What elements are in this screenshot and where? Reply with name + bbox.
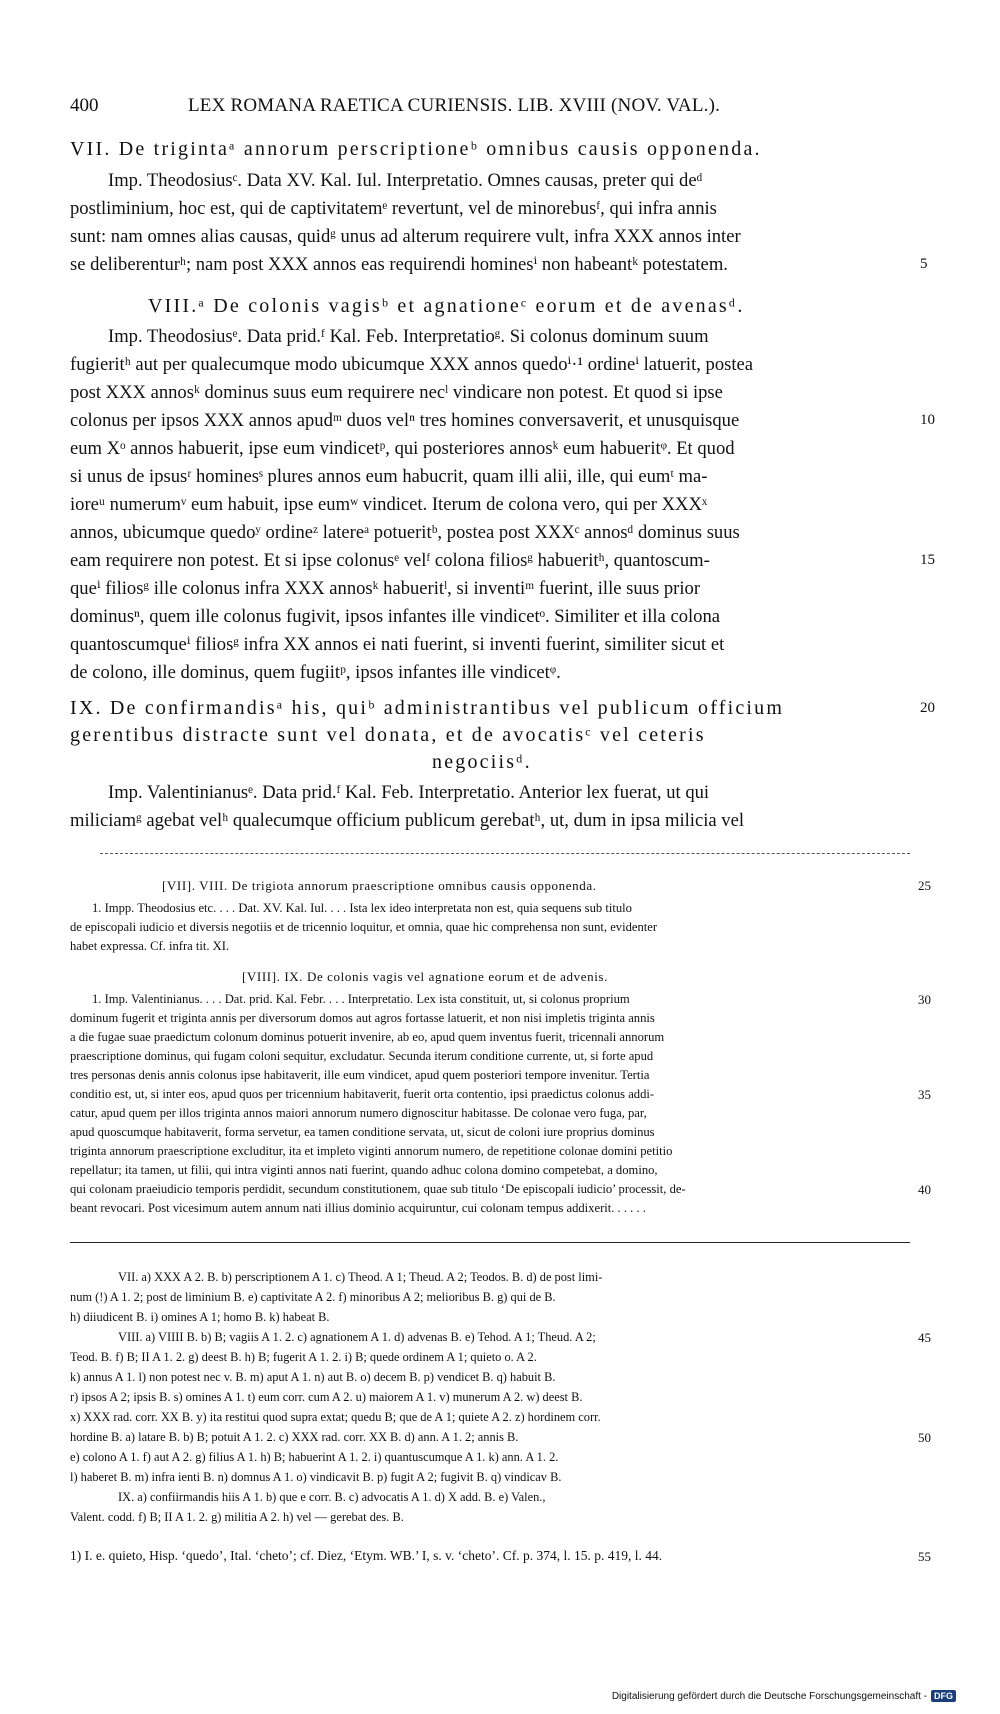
body-line: dominusⁿ, quem ille colonus fugivit, ipsos infantes ille vindicetᵒ. Similiter et illa colona (70, 606, 721, 627)
body-line: queⁱ filiosᵍ ille colonus infra XXX annosᵏ habueritˡ, si inventiᵐ fuerint, ille suus prior (70, 578, 701, 599)
body-line: postliminium, hoc est, qui de captivitatemᵉ revertunt, vel de minorebusᶠ, qui infra annis (70, 198, 717, 219)
body-line: eum Xᵒ annos habuerit, ipse eum vindicetᵖ, qui posteriores annosᵏ eum habueritᵠ. Et quod (70, 438, 735, 459)
body-line: eam requirere non potest. Et si ipse colonusᵉ velᶠ colona filiosᵍ habueritʰ, quantoscum- (70, 550, 710, 571)
line-number: 30 (918, 992, 931, 1007)
line-number: 35 (918, 1087, 931, 1102)
apparatus-line: VII. a) XXX A 2. B. b) perscriptionem A 1. c) Theod. A 1; Theud. A 2; Teodos. B. d) de post limi- (118, 1270, 603, 1284)
line-number: 45 (918, 1330, 931, 1345)
apparatus-line: Valent. codd. f) B; II A 1. 2. g) militia A 2. h) vel — gerebat des. B. (70, 1510, 404, 1524)
commentary-line: dominum fugerit et triginta annis per diversorum domos aut agros fortasse latuerit, et non nisi impletis triginta annis (70, 1011, 655, 1025)
footnote: 1) I. e. quieto, Hisp. ‘quedo’, Ital. ‘cheto’; cf. Diez, ‘Etym. WB.’ I, s. v. ‘cheto’. Cf. p. 374, l. 15. p. 419, l. 44. (70, 1548, 663, 1563)
page-number: 400 (70, 95, 99, 116)
line-number: 55 (918, 1549, 931, 1564)
commentary-line: tres personas denis annis colonus ipse habitaverit, ille eum vindicet, apud quem posteriori tempore invenitur. Tertia (70, 1068, 650, 1082)
section-ix-title: IX. De confirmandisᵃ his, quiᵇ administrantibus vel publicum officium (70, 697, 785, 719)
apparatus-line: Teod. B. f) B; II A 1. 2. g) deest B. h) B; fugerit A 1. 2. i) B; quede ordinem A 1; quieto o. A 2. (70, 1350, 537, 1364)
apparatus-line: l) haberet B. m) infra ienti B. n) domnus A 1. o) vindicavit B. p) fugit A 2; fugivit B. q) vindicav B. (70, 1470, 562, 1484)
commentary-line: repellatur; ita tamen, ut filii, qui intra viginti annos nati fuerint, quando adhuc colona domino competebat, a domino, (70, 1163, 658, 1177)
apparatus-line: h) diiudicent B. i) omines A 1; homo B. k) habeat B. (70, 1310, 330, 1324)
line-number: 10 (920, 412, 935, 428)
commentary-line: de episcopali iudicio et diversis negotiis et de tricennio loquitur, et omnia, quae hic comprehensa non sunt, evidenter (70, 920, 658, 934)
line-number: 25 (918, 878, 931, 893)
body-line: quantoscumqueⁱ filiosᵍ infra XX annos ei nati fuerint, si inventi fuerint, similiter sicut et (70, 634, 725, 655)
commentary-line: beant revocari. Post vicesimum autem annum nati illius dominio acquiruntur, cui colonam tempus addixerit. . . . . . (70, 1201, 646, 1215)
body-line: annos, ubicumque quedoʸ ordineᶻ latereᵃ potueritᵇ, postea post XXXᶜ annosᵈ dominus suus (70, 522, 740, 543)
body-line: ioreᵘ numerumᵛ eum habuit, ipse eumʷ vindicet. Iterum de colona vero, qui per XXXˣ (70, 494, 708, 515)
commentary-line: conditio est, ut, si inter eos, apud quos per tricennium habitaverit, fuerit orta contentio, ipsi praedictus colonus addi- (70, 1087, 655, 1101)
separator (70, 1242, 910, 1243)
body-line: Imp. Theodosiusᶜ. Data XV. Kal. Iul. Interpretatio. Omnes causas, preter qui deᵈ (108, 170, 703, 191)
body-line: miliciamᵍ agebat velʰ qualecumque officium publicum gerebatʰ, ut, dum in ipsa milicia vel (70, 810, 744, 831)
section-ix-title: gerentibus distracte sunt vel donata, et de avocatisᶜ vel ceteris (70, 724, 706, 746)
apparatus-line: VIII. a) VIIII B. b) B; vagiis A 1. 2. c) agnationem A 1. d) advenas B. e) Tehod. A 1; Theud. A 2; (118, 1330, 596, 1344)
commentary-line: a die fugae suae praedictum colonum dominus potuerit invenire, ab eo, apud quem inventus fuerit, tricennali annorum (70, 1030, 665, 1044)
apparatus-line: k) annus A 1. l) non potest nec v. B. m) aput A 1. n) aut B. o) decem B. p) vendicet B. q) habuit B. (70, 1370, 556, 1384)
body-line: fugieritʰ aut per qualecumque modo ubicumque XXX annos quedoⁱ·¹ ordineⁱ latuerit, postea (70, 354, 754, 375)
body-line: sunt: nam omnes alias causas, quidᵍ unus ad alterum requirere vult, infra XXX annos inter (70, 226, 741, 247)
credit-text: Digitalisierung gefördert durch die Deutsche Forschungsgemeinschaft - (611, 1690, 927, 1702)
line-number: 50 (918, 1430, 931, 1445)
apparatus-line: x) XXX rad. corr. XX B. y) ita restitui quod supra extat; quedu B; que de A 1; quiete A 2. z) hordinem corr. (70, 1410, 601, 1424)
body-line: se deliberenturʰ; nam post XXX annos eas requirendi hominesⁱ non habeantᵏ potestatem. (70, 254, 728, 275)
commentary-line: apud quoscumque habitaverit, forma servetur, ea tamen conditione servata, ut, sicut de coloni iure proprius dominus (70, 1125, 655, 1139)
apparatus-line: e) colono A 1. f) aut A 2. g) filius A 1. h) B; habuerint A 1. 2. i) quantuscumque A 1. k) ann. A 1. 2. (70, 1450, 559, 1464)
commentary-line: catur, apud quem per illos triginta annos maiori annorum numero dignoscitur habitasse. De colonae vero fuga, par, (70, 1106, 647, 1120)
commentary-line: 1. Impp. Theodosius etc. . . . Dat. XV. Kal. Iul. . . . Ista lex ideo interpretata non est, quia sequens sub titulo (92, 901, 632, 915)
body-line: Imp. Valentinianusᵉ. Data prid.ᶠ Kal. Feb. Interpretatio. Anterior lex fuerat, ut qui (108, 782, 710, 803)
commentary-heading: [VIII]. IX. De colonis vagis vel agnatione eorum et de advenis. (242, 969, 608, 984)
apparatus-line: r) ipsos A 2; ipsis B. s) omines A 1. t) eum corr. cum A 2. u) maiorem A 1. v) munerum A 2. w) deest B. (70, 1390, 583, 1404)
body-line: colonus per ipsos XXX annos apudᵐ duos velⁿ tres homines conversaverit, et unusquisque (70, 410, 740, 431)
body-line: post XXX annosᵏ dominus suus eum requirere necˡ vindicare non potest. Et quod si ipse (70, 382, 723, 403)
apparatus-line: num (!) A 1. 2; post de liminium B. e) captivitate A 2. f) minoribus A 2; melioribus B. g) qui de B. (70, 1290, 556, 1304)
commentary-line: triginta annorum praescriptione excluditur, ita et impleto viginti annorum numero, de repetitione colonae domini petitio (70, 1144, 673, 1158)
line-number: 5 (920, 256, 928, 272)
digitization-credit (612, 1690, 956, 1702)
line-number: 15 (920, 552, 935, 568)
commentary-line: qui colonam praeiudicio temporis perdidit, secundum constitutionem, quae sub titulo ‘De episcopali iudicio’ processit, de- (70, 1182, 686, 1196)
commentary-line: 1. Imp. Valentinianus. . . . Dat. prid. Kal. Febr. . . . Interpretatio. Lex ista constituit, ut, si colonus proprium (92, 992, 630, 1006)
dfg-logo: DFG (931, 1690, 956, 1702)
body-line: Imp. Theodosiusᵉ. Data prid.ᶠ Kal. Feb. Interpretatioᵍ. Si colonus dominum suum (108, 326, 709, 347)
commentary-line: habet expressa. Cf. infra tit. XI. (70, 939, 230, 953)
separator (100, 853, 910, 854)
line-number: 40 (918, 1182, 931, 1197)
commentary-line: praescriptione dominus, qui fugam coloni sequitur, excludatur. Secunda iterum conditione currente, ut, si forte apud (70, 1049, 654, 1063)
section-vii-title: VII. De trigintaᵃ annorum perscriptioneᵇ omnibus causis opponenda. (70, 138, 762, 160)
commentary-heading: [VII]. VIII. De trigiota annorum praescriptione omnibus causis opponenda. (162, 878, 597, 893)
running-title: LEX ROMANA RAETICA CURIENSIS. LIB. XVIII (NOV. VAL.). (188, 95, 721, 116)
apparatus-line: IX. a) confiirmandis hiis A 1. b) que e corr. B. c) advocatis A 1. d) X add. B. e) Valen., (118, 1490, 546, 1504)
apparatus-line: hordine B. a) latare B. b) B; potuit A 1. 2. c) XXX rad. corr. XX B. d) ann. A 1. 2; annis B. (70, 1430, 519, 1444)
section-viii-title: VIII.ᵃ De colonis vagisᵇ et agnationeᶜ eorum et de avenasᵈ. (148, 295, 745, 317)
line-number: 20 (920, 700, 935, 716)
body-line: de colono, ille dominus, quem fugiitᵖ, ipsos infantes ille vindicetᵠ. (70, 662, 561, 683)
section-ix-title: negociisᵈ. (432, 751, 532, 773)
body-line: si unus de ipsusʳ hominesˢ plures annos eum habucrit, quam illi alii, ille, qui eumᵗ ma- (70, 466, 708, 487)
